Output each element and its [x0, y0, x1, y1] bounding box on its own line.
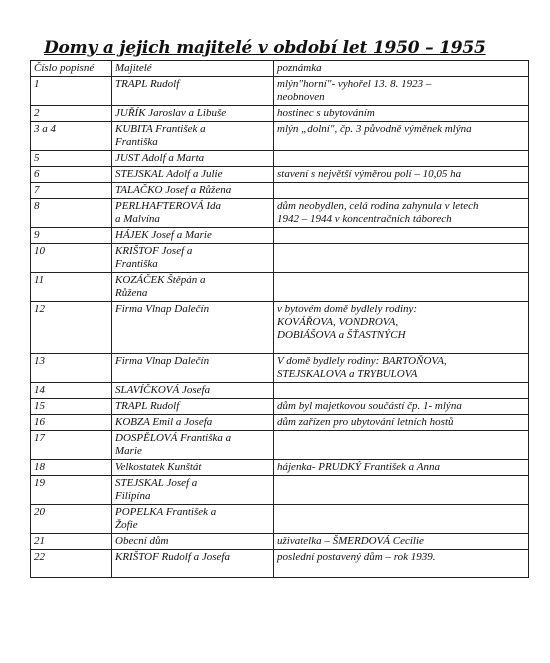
cell-house-number — [31, 354, 112, 383]
cell-owners-text: Firma Vlnap Dalečín — [115, 355, 210, 367]
table-row — [31, 244, 529, 273]
table-row — [31, 183, 529, 199]
cell-house-number-text: 2 — [34, 107, 40, 119]
cell-note — [274, 476, 529, 505]
cell-note — [274, 383, 529, 399]
cell-note — [274, 460, 529, 476]
cell-note — [274, 431, 529, 460]
cell-note-text: uživatelka – ŠMERDOVÁ Cecilie — [277, 535, 424, 547]
cell-house-number-text: 18 — [34, 461, 45, 473]
table-row — [31, 77, 529, 106]
cell-owners-text: DOSPĚLOVÁ Františka a Marie — [115, 432, 232, 457]
cell-owners-text: KRIŠTOF Rudolf a Josefa — [115, 551, 230, 563]
cell-note — [274, 399, 529, 415]
cell-owners-text: POPELKA František a Žofie — [115, 506, 217, 531]
cell-note — [274, 106, 529, 122]
table-row — [31, 505, 529, 534]
table-row — [31, 106, 529, 122]
cell-owners-text: JUŘÍK Jaroslav a Libuše — [115, 107, 227, 119]
cell-note — [274, 534, 529, 550]
table-row — [31, 431, 529, 460]
cell-house-number-text: 11 — [34, 274, 45, 286]
cell-note-text: mlýn"horní"- vyhořel 13. 8. 1923 – neobnoven — [277, 78, 432, 103]
cell-house-number-text: 20 — [34, 506, 45, 518]
table-row — [31, 151, 529, 167]
cell-owners — [112, 476, 274, 505]
table-row — [31, 476, 529, 505]
cell-house-number — [31, 505, 112, 534]
cell-house-number — [31, 199, 112, 228]
cell-house-number — [31, 244, 112, 273]
cell-owners-text: TRAPL Rudolf — [115, 400, 180, 412]
cell-house-number — [31, 273, 112, 302]
cell-owners — [112, 183, 274, 199]
cell-house-number-text: 15 — [34, 400, 45, 412]
cell-owners — [112, 244, 274, 273]
page-title: Domy a jejich majitelé v období let 1950 – 1955 — [44, 38, 486, 58]
table-row — [31, 550, 529, 578]
table-header-row — [31, 61, 529, 77]
cell-note — [274, 302, 529, 354]
cell-house-number — [31, 534, 112, 550]
table-row — [31, 122, 529, 151]
cell-owners — [112, 167, 274, 183]
table-row — [31, 354, 529, 383]
cell-note-text: dům neobydlen, celá rodina zahynula v letech 1942 – 1944 v koncentračních táborech — [277, 200, 479, 225]
table-row — [31, 383, 529, 399]
cell-house-number — [31, 151, 112, 167]
table-row — [31, 199, 529, 228]
cell-house-number — [31, 106, 112, 122]
cell-note — [274, 228, 529, 244]
cell-owners-text: TRAPL Rudolf — [115, 78, 180, 90]
cell-note — [274, 505, 529, 534]
cell-note — [274, 273, 529, 302]
cell-owners-text: KUBITA František a Františka — [115, 123, 206, 148]
cell-owners — [112, 122, 274, 151]
cell-house-number-text: 13 — [34, 355, 45, 367]
cell-house-number-text: 19 — [34, 477, 45, 489]
cell-note — [274, 122, 529, 151]
cell-owners — [112, 505, 274, 534]
cell-note — [274, 183, 529, 199]
cell-owners — [112, 534, 274, 550]
cell-owners-text: STEJSKAL Adolf a Julie — [115, 168, 223, 180]
cell-note — [274, 199, 529, 228]
cell-house-number-text: 22 — [34, 551, 45, 563]
owners-table — [30, 60, 529, 578]
cell-note-text: hostinec s ubytováním — [277, 107, 375, 119]
cell-house-number — [31, 399, 112, 415]
table-row — [31, 460, 529, 476]
cell-house-number — [31, 183, 112, 199]
cell-owners-text: KOBZA Emil a Josefa — [115, 416, 213, 428]
table-row — [31, 302, 529, 354]
cell-owners-text: JUST Adolf a Marta — [115, 152, 205, 164]
cell-house-number-text: 14 — [34, 384, 45, 396]
cell-note — [274, 550, 529, 578]
cell-owners-text: Velkostatek Kunštát — [115, 461, 202, 473]
cell-house-number-text: 17 — [34, 432, 45, 444]
table-row — [31, 273, 529, 302]
cell-note-text: hájenka- PRUDKÝ František a Anna — [277, 461, 440, 473]
cell-owners — [112, 106, 274, 122]
cell-note — [274, 415, 529, 431]
cell-owners — [112, 302, 274, 354]
header-house-number: Číslo popisné — [31, 61, 112, 77]
table-row — [31, 399, 529, 415]
cell-note — [274, 354, 529, 383]
table-row — [31, 534, 529, 550]
cell-house-number-text: 7 — [34, 184, 40, 196]
cell-house-number-text: 9 — [34, 229, 40, 241]
cell-owners-text: PERLHAFTEROVÁ Ida a Malvína — [115, 200, 222, 225]
cell-house-number-text: 1 — [34, 78, 40, 90]
cell-owners — [112, 273, 274, 302]
cell-house-number-text: 10 — [34, 245, 45, 257]
cell-house-number — [31, 302, 112, 354]
cell-owners — [112, 77, 274, 106]
cell-house-number — [31, 415, 112, 431]
cell-house-number — [31, 431, 112, 460]
cell-owners — [112, 431, 274, 460]
table-row — [31, 415, 529, 431]
cell-owners — [112, 228, 274, 244]
cell-owners — [112, 383, 274, 399]
cell-house-number — [31, 167, 112, 183]
cell-note-text: mlýn „dolní", čp. 3 původně výměnek mlýna — [277, 123, 472, 135]
cell-owners — [112, 151, 274, 167]
cell-house-number — [31, 550, 112, 578]
table-row — [31, 228, 529, 244]
cell-note-text: v bytovém domě bydlely rodiny: KOVÁŘOVA, VONDROVA, DOBIÁŠOVA a ŠŤASTNÝCH — [277, 303, 418, 341]
cell-owners-text: STEJSKAL Josef a Filipína — [115, 477, 198, 502]
cell-house-number-text: 3 a 4 — [34, 123, 56, 135]
cell-note — [274, 77, 529, 106]
cell-house-number — [31, 460, 112, 476]
cell-house-number-text: 21 — [34, 535, 45, 547]
cell-note-text: V domě bydlely rodiny: BARTOŇOVA, STEJSKALOVA a TRYBULOVA — [277, 355, 447, 380]
cell-owners-text: KOZÁČEK Štěpán a Růžena — [115, 274, 206, 299]
cell-note-text: poslední postavený dům – rok 1939. — [277, 551, 436, 563]
cell-owners-text: Obecní dům — [115, 535, 169, 547]
cell-owners-text: HÁJEK Josef a Marie — [115, 229, 212, 241]
cell-house-number — [31, 228, 112, 244]
cell-house-number-text: 12 — [34, 303, 45, 315]
cell-note — [274, 167, 529, 183]
cell-house-number — [31, 122, 112, 151]
cell-owners — [112, 354, 274, 383]
cell-owners-text: TALAČKO Josef a Růžena — [115, 184, 232, 196]
cell-house-number-text: 16 — [34, 416, 45, 428]
table-body — [31, 77, 529, 578]
header-owners: Majitelé — [112, 61, 274, 77]
cell-note-text: dům byl majetkovou součástí čp. 1- mlýna — [277, 400, 462, 412]
cell-owners — [112, 460, 274, 476]
cell-note — [274, 151, 529, 167]
cell-house-number-text: 5 — [34, 152, 40, 164]
cell-owners-text: Firma Vlnap Dalečín — [115, 303, 210, 315]
cell-house-number — [31, 476, 112, 505]
cell-house-number-text: 6 — [34, 168, 40, 180]
cell-owners-text: KRIŠTOF Josef a Františka — [115, 245, 193, 270]
cell-owners — [112, 415, 274, 431]
cell-note-text: dům zařízen pro ubytování letních hostů — [277, 416, 454, 428]
cell-note — [274, 244, 529, 273]
cell-owners — [112, 550, 274, 578]
cell-note-text: stavení s největší výměrou polí – 10,05 ha — [277, 168, 462, 180]
header-note: poznámka — [274, 61, 529, 77]
cell-house-number — [31, 77, 112, 106]
table-row — [31, 167, 529, 183]
cell-owners — [112, 199, 274, 228]
cell-house-number-text: 8 — [34, 200, 40, 212]
cell-owners-text: SLAVÍČKOVÁ Josefa — [115, 384, 211, 396]
cell-house-number — [31, 383, 112, 399]
cell-owners — [112, 399, 274, 415]
